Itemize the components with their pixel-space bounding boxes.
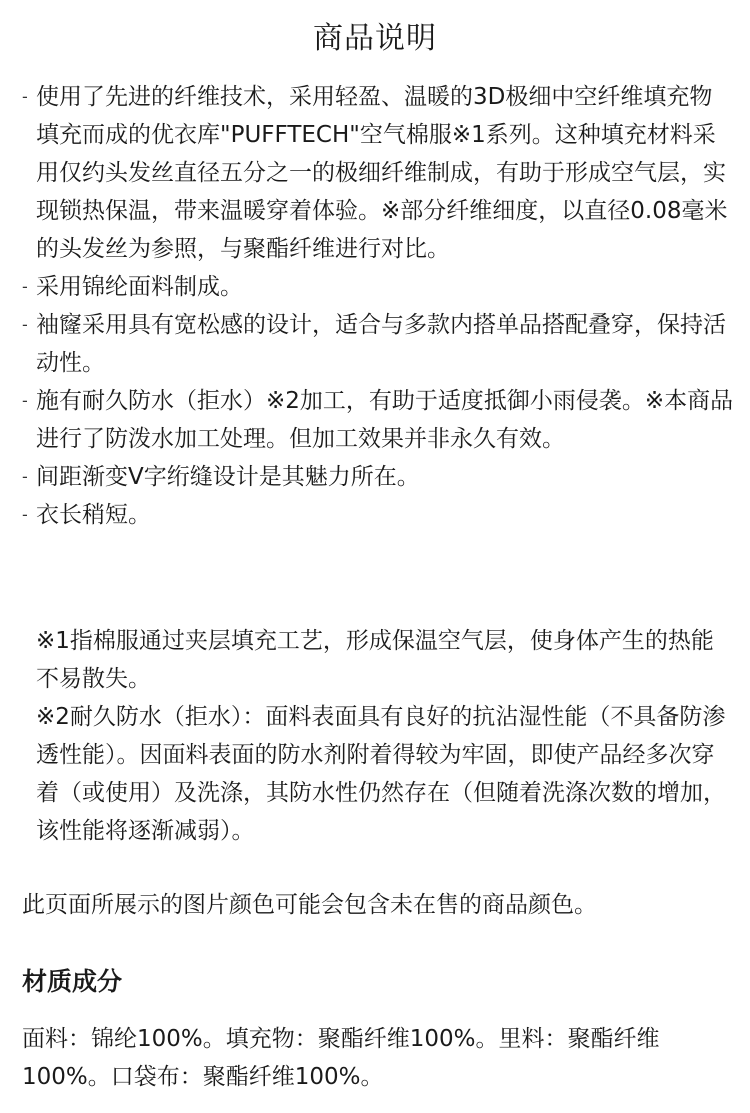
description-item (22, 382, 734, 458)
description-text: 间距渐变V字绗缝设计是其魅力所在。 (36, 464, 420, 490)
bullet-dash: - (22, 87, 28, 106)
description-text: 使用了先进的纤维技术，采用轻盈、温暖的3D极细中空纤维填充物填充而成的优衣库"PUFFTECH"空气棉服※1系列。这种填充材料采用仅约头发丝直径五分之一的极细纤维制成，有助于形成空气层，实现锁热保温，带来温暖穿着体验。※部分纤维细度，以直径0.08毫米的头发丝为参照，与聚酯纤维进行对比。 (36, 84, 728, 262)
page-title: 商品说明 (313, 21, 437, 56)
material-heading: 材质成分 (22, 967, 123, 996)
description-item (22, 496, 734, 534)
footnote-1: ※1指棉服通过夹层填充工艺，形成保温空气层，使身体产生的热能不易散失。 (36, 628, 714, 692)
description-list (22, 78, 734, 534)
description-text: 衣长稍短。 (36, 502, 151, 528)
description-text: 施有耐久防水（拒水）※2加工，有助于适度抵御小雨侵袭。※本商品进行了防泼水加工处理。但加工效果并非永久有效。 (36, 388, 734, 452)
bullet-dash: - (22, 391, 28, 410)
description-item (22, 306, 734, 382)
bullet-dash: - (22, 505, 28, 524)
bullet-dash: - (22, 467, 28, 486)
bullet-dash: - (22, 277, 28, 296)
footnotes (36, 622, 736, 850)
description-item (22, 458, 734, 496)
material-composition: 面料：锦纶100%。填充物：聚酯纤维100%。里料：聚酯纤维100%。口袋布：聚酯纤维100%。 (22, 1026, 660, 1090)
description-text: 袖窿采用具有宽松感的设计，适合与多款内搭单品搭配叠穿，保持活动性。 (36, 312, 726, 376)
description-item (22, 268, 734, 306)
color-disclaimer: 此页面所展示的图片颜色可能会包含未在售的商品颜色。 (22, 892, 597, 918)
description-item (22, 78, 734, 268)
bullet-dash: - (22, 315, 28, 334)
footnote-2: ※2耐久防水（拒水）：面料表面具有良好的抗沾湿性能（不具备防渗透性能）。因面料表面的防水剂附着得较为牢固，即使产品经多次穿着（或使用）及洗涤，其防水性仍然存在（但随着洗涤次数的增加，该性能将逐渐减弱）。 (36, 704, 726, 844)
description-text: 采用锦纶面料制成。 (36, 274, 243, 300)
